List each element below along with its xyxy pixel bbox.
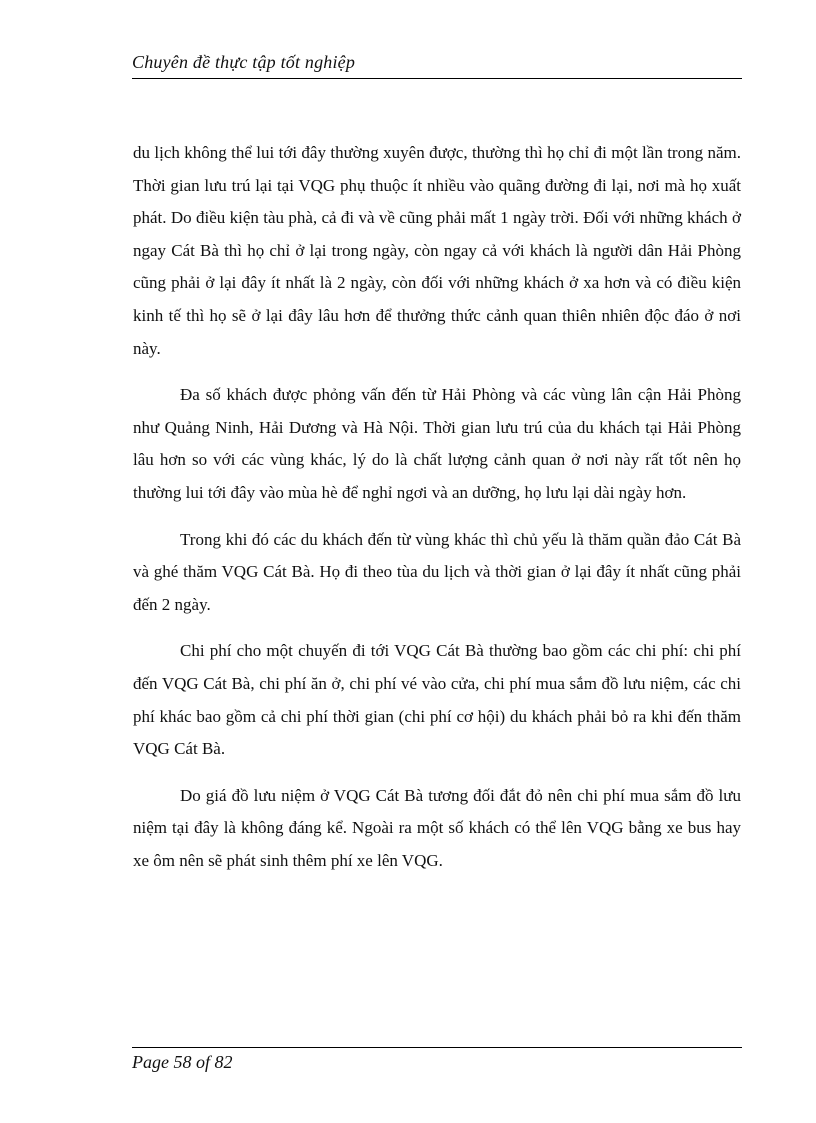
document-title: Chuyên đề thực tập tốt nghiệp — [132, 52, 356, 72]
document-body — [133, 137, 741, 891]
paragraph: Trong khi đó các du khách đến từ vùng khác thì chủ yếu là thăm quần đảo Cát Bà và ghé thăm VQG Cát Bà. Họ đi theo tùa du lịch và thời gian ở lại đây ít nhất cũng phải đến 2 ngày. — [133, 529, 741, 614]
paragraph-continuation: du lịch không thể lui tới đây thường xuyên được, thường thì họ chỉ đi một lần trong năm. Thời gian lưu trú lại tại VQG phụ thuộc ít nhiều vào quãng đường đi lại, nơi mà họ xuất phát. Do điều kiện tàu phà, cả đi và về cũng phải mất 1 ngày trời. Đối với những khách ở ngay Cát Bà thì họ chỉ ở lại trong ngày, còn ngay cả với khách là người dân Hải Phòng cũng phải ở lại đây ít nhất là 2 ngày, còn đối với những khách ở xa hơn và có điều kiện kinh tế thì họ sẽ ở lại đây lâu hơn để thưởng thức cảnh quan thiên nhiên độc đáo ở nơi này. — [133, 143, 741, 358]
paragraph: Chi phí cho một chuyến đi tới VQG Cát Bà thường bao gồm các chi phí: chi phí đến VQG Cát Bà, chi phí ăn ở, chi phí vé vào cửa, chi phí mua sắm đồ lưu niệm, các chi phí khác bao gồm cả chi phí thời gian (chi phí cơ hội) du khách phải bỏ ra khi đến thăm VQG Cát Bà. — [133, 641, 741, 759]
page-number: Page 58 of 82 — [132, 1052, 233, 1072]
page-footer — [132, 1047, 742, 1072]
page-header — [132, 50, 742, 79]
paragraph: Đa số khách được phỏng vấn đến từ Hải Phòng và các vùng lân cận Hải Phòng như Quảng Ninh, Hải Dương và Hà Nội. Thời gian lưu trú của du khách tại Hải Phòng lâu hơn so với các vùng khác, lý do là chất lượng cảnh quan ở nơi này rất tốt nên họ thường lui tới đây vào mùa hè để nghỉ ngơi và an dưỡng, họ lưu lại dài ngày hơn. — [133, 385, 741, 502]
paragraph: Do giá đồ lưu niệm ở VQG Cát Bà tương đối đắt đỏ nên chi phí mua sắm đồ lưu niệm tại đây là không đáng kể. Ngoài ra một số khách có thể lên VQG bằng xe bus hay xe ôm nên sẽ phát sinh thêm phí xe lên VQG. — [133, 785, 741, 870]
